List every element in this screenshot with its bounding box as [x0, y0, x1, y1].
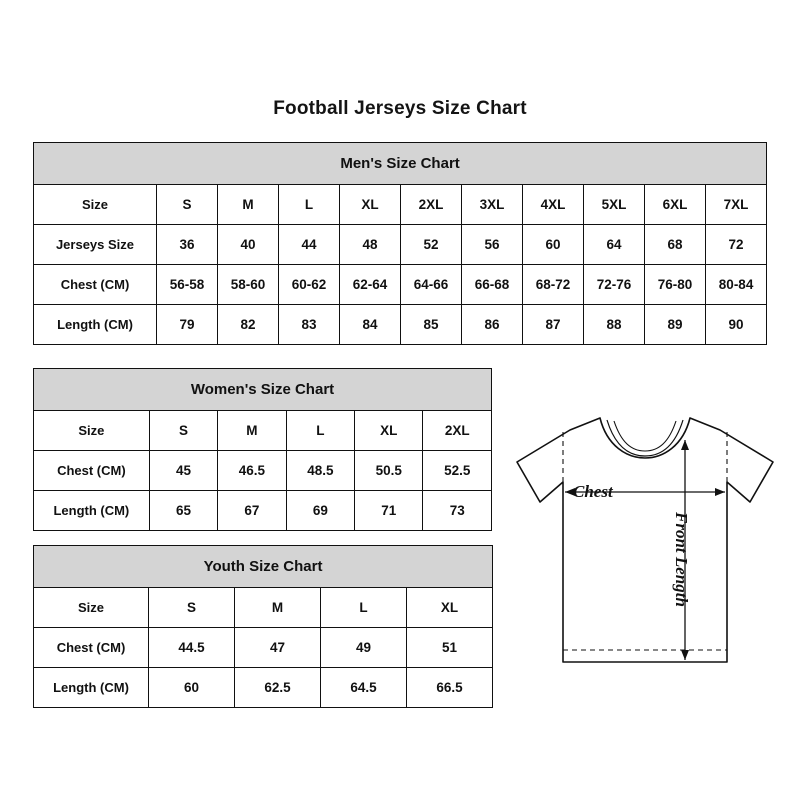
- youth-cell: 66.5: [407, 668, 493, 708]
- table-header-row: [34, 185, 767, 225]
- table-row: [34, 491, 492, 531]
- mens-cell: 52: [401, 225, 462, 265]
- mens-cell: 83: [279, 305, 340, 345]
- mens-col-header: L: [279, 185, 340, 225]
- mens-cell: 72-76: [584, 265, 645, 305]
- youth-col-header: S: [149, 588, 235, 628]
- mens-cell: 60: [523, 225, 584, 265]
- youth-cell: 47: [235, 628, 321, 668]
- mens-cell: 79: [157, 305, 218, 345]
- mens-row-label: Length (CM): [34, 305, 157, 345]
- chest-measure-label: Chest: [573, 482, 613, 501]
- table-row: [34, 628, 493, 668]
- youth-row-label: Chest (CM): [34, 628, 149, 668]
- womens-row-header: Size: [34, 411, 150, 451]
- mens-cell: 89: [645, 305, 706, 345]
- youth-col-header: M: [235, 588, 321, 628]
- mens-cell: 58-60: [218, 265, 279, 305]
- table-row: [34, 305, 767, 345]
- mens-col-header: XL: [340, 185, 401, 225]
- womens-cell: 48.5: [286, 451, 354, 491]
- womens-cell: 71: [355, 491, 423, 531]
- mens-cell: 66-68: [462, 265, 523, 305]
- mens-cell: 90: [706, 305, 767, 345]
- mens-col-header: 2XL: [401, 185, 462, 225]
- mens-cell: 84: [340, 305, 401, 345]
- mens-cell: 82: [218, 305, 279, 345]
- youth-cell: 44.5: [149, 628, 235, 668]
- mens-col-header: 5XL: [584, 185, 645, 225]
- mens-cell: 56: [462, 225, 523, 265]
- youth-cell: 64.5: [321, 668, 407, 708]
- mens-cell: 87: [523, 305, 584, 345]
- table-row: [34, 668, 493, 708]
- table-header-row: [34, 411, 492, 451]
- mens-cell: 86: [462, 305, 523, 345]
- mens-row-label: Jerseys Size: [34, 225, 157, 265]
- womens-col-header: M: [218, 411, 286, 451]
- tshirt-measurement-diagram: [495, 400, 795, 700]
- mens-cell: 76-80: [645, 265, 706, 305]
- youth-size-chart-table: [33, 545, 493, 708]
- mens-cell: 36: [157, 225, 218, 265]
- mens-cell: 40: [218, 225, 279, 265]
- mens-cell: 85: [401, 305, 462, 345]
- womens-col-header: 2XL: [423, 411, 492, 451]
- mens-col-header: 7XL: [706, 185, 767, 225]
- youth-cell: 49: [321, 628, 407, 668]
- table-row: [34, 225, 767, 265]
- tshirt-icon: [495, 400, 795, 700]
- mens-col-header: M: [218, 185, 279, 225]
- womens-col-header: S: [149, 411, 217, 451]
- womens-cell: 46.5: [218, 451, 286, 491]
- mens-row-header: Size: [34, 185, 157, 225]
- table-row: [34, 451, 492, 491]
- mens-cell: 72: [706, 225, 767, 265]
- mens-col-header: 3XL: [462, 185, 523, 225]
- youth-cell: 62.5: [235, 668, 321, 708]
- mens-cell: 68: [645, 225, 706, 265]
- womens-cell: 67: [218, 491, 286, 531]
- womens-col-header: L: [286, 411, 354, 451]
- mens-cell: 80-84: [706, 265, 767, 305]
- mens-cell: 56-58: [157, 265, 218, 305]
- womens-cell: 50.5: [355, 451, 423, 491]
- mens-cell: 88: [584, 305, 645, 345]
- youth-row-header: Size: [34, 588, 149, 628]
- mens-cell: 48: [340, 225, 401, 265]
- womens-row-label: Length (CM): [34, 491, 150, 531]
- womens-cell: 45: [149, 451, 217, 491]
- table-caption-row: [34, 143, 767, 185]
- mens-size-chart-table: [33, 142, 767, 345]
- youth-row-label: Length (CM): [34, 668, 149, 708]
- mens-cell: 62-64: [340, 265, 401, 305]
- table-header-row: [34, 588, 493, 628]
- mens-col-header: S: [157, 185, 218, 225]
- womens-cell: 65: [149, 491, 217, 531]
- front-length-measure-label: Front Length: [672, 512, 691, 607]
- youth-col-header: XL: [407, 588, 493, 628]
- womens-table-caption: Women's Size Chart: [34, 369, 492, 411]
- table-caption-row: [34, 546, 493, 588]
- mens-cell: 64-66: [401, 265, 462, 305]
- womens-col-header: XL: [355, 411, 423, 451]
- mens-row-label: Chest (CM): [34, 265, 157, 305]
- mens-col-header: 6XL: [645, 185, 706, 225]
- youth-table-caption: Youth Size Chart: [34, 546, 493, 588]
- mens-cell: 68-72: [523, 265, 584, 305]
- womens-size-chart-table: [33, 368, 492, 531]
- youth-col-header: L: [321, 588, 407, 628]
- table-caption-row: [34, 369, 492, 411]
- womens-cell: 52.5: [423, 451, 492, 491]
- mens-cell: 44: [279, 225, 340, 265]
- youth-cell: 60: [149, 668, 235, 708]
- mens-cell: 64: [584, 225, 645, 265]
- youth-cell: 51: [407, 628, 493, 668]
- womens-cell: 69: [286, 491, 354, 531]
- table-row: [34, 265, 767, 305]
- womens-cell: 73: [423, 491, 492, 531]
- mens-table-caption: Men's Size Chart: [34, 143, 767, 185]
- womens-row-label: Chest (CM): [34, 451, 150, 491]
- mens-col-header: 4XL: [523, 185, 584, 225]
- page-title: Football Jerseys Size Chart: [273, 98, 527, 119]
- mens-cell: 60-62: [279, 265, 340, 305]
